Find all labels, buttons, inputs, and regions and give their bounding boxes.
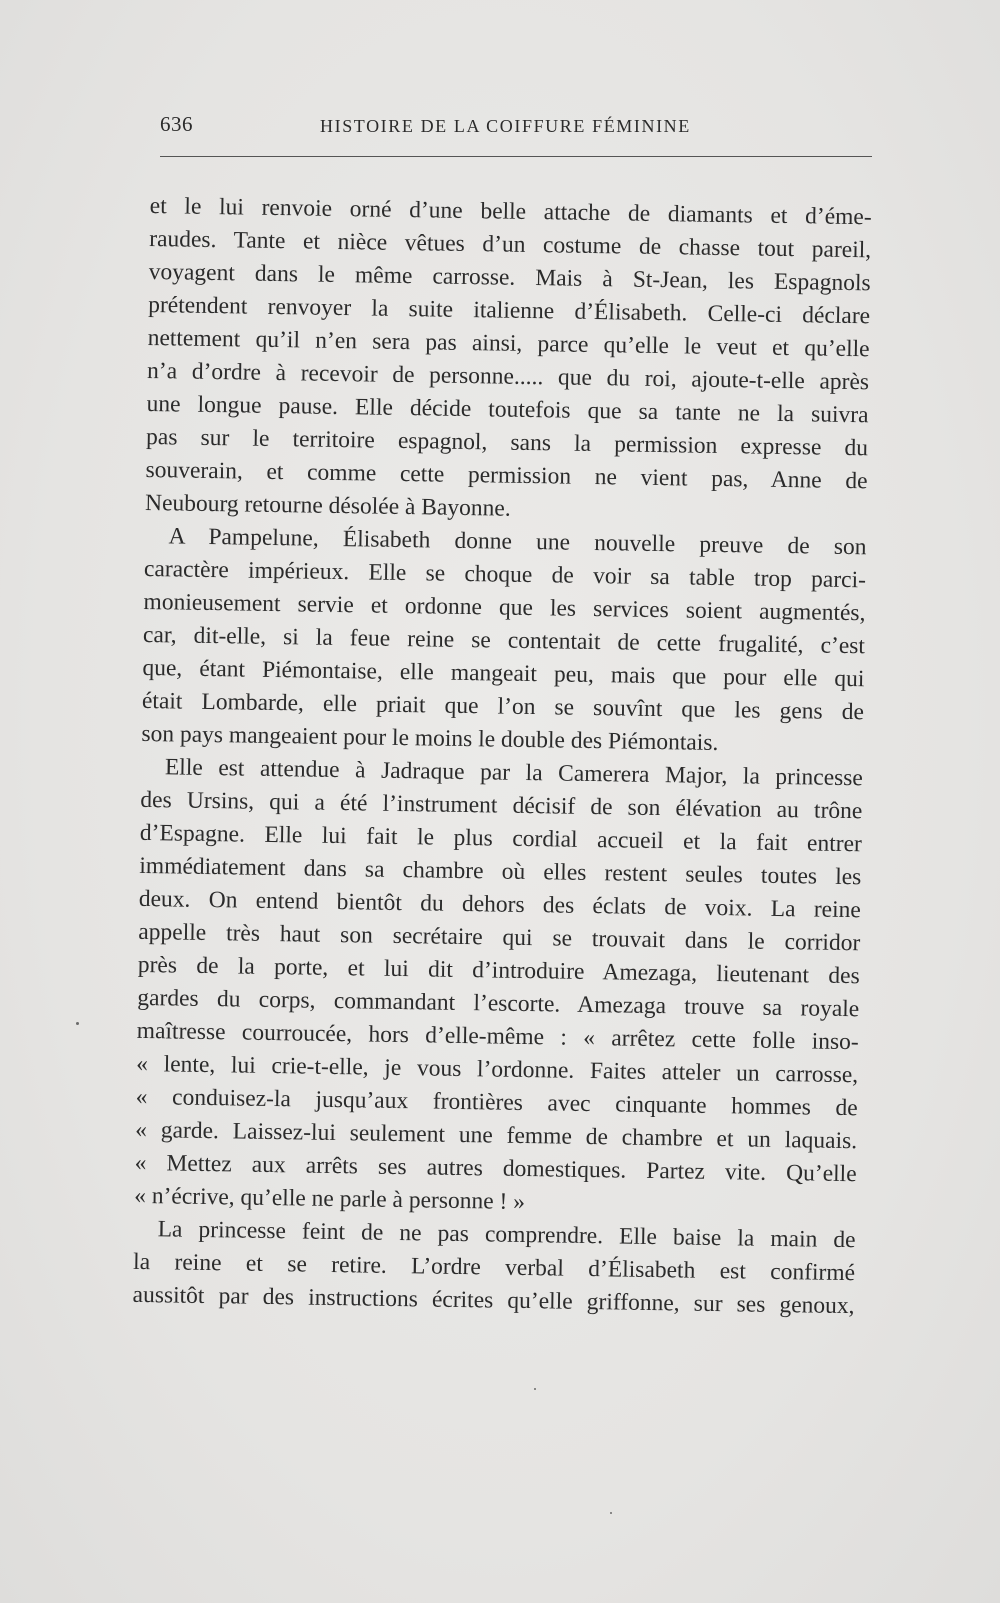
text-line: d’Espagne. Elle lui fait le plus cordial accueil et la fait entrer — [139, 819, 863, 858]
text-line: gardes du corps, commandant l’escorte. Amezaga trouve sa royale — [137, 984, 860, 1023]
text-line: une longue pause. Elle décide toutefois que sa tante ne la suivra — [146, 390, 869, 429]
text-line: maîtresse courroucée, hors d’elle-même : « arrêtez cette folle inso- — [136, 1017, 859, 1056]
quote-line: « garde. Laissez-lui seulement une femme de chambre et un laquais. — [135, 1116, 858, 1155]
text-line: immédiatement dans sa chambre où elles restent seules toutes les — [139, 852, 862, 891]
paper-speck — [534, 1388, 536, 1390]
text-line: nettement qu’il n’en sera pas ainsi, parce qu’elle le veut et qu’elle — [147, 324, 870, 363]
paper-speck — [610, 1512, 612, 1514]
text-line: était Lombarde, elle priait que l’on se souvînt que les gens de — [141, 687, 865, 726]
text-line: que, étant Piémontaise, elle mangeait peu, mais que pour elle qui — [142, 654, 865, 693]
text-line: voyagent dans le même carrosse. Mais à St-Jean, les Espagnols — [148, 258, 871, 297]
text-line: caractère impérieux. Elle se choque de voir sa table trop parci- — [143, 555, 867, 594]
text-line: car, dit-elle, si la feue reine se contentait de cette frugalité, c’est — [142, 621, 866, 660]
text-line: souverain, et comme cette permission ne vient pas, Anne de — [145, 456, 868, 495]
text-line: son pays mangeaient pour le moins le double des Piémontais. — [141, 720, 719, 756]
body-text — [132, 190, 872, 1323]
quote-line: « conduisez-la jusqu’aux frontières avec cinquante hommes de — [135, 1083, 858, 1122]
header-rule — [160, 156, 872, 157]
quote-line: « Mettez aux arrêts ses autres domestiques. Partez vite. Qu’elle — [134, 1149, 857, 1188]
text-line: prétendent renvoyer la suite italienne d’Élisabeth. Celle-ci déclare — [147, 291, 871, 330]
text-line: Neubourg retourne désolée à Bayonne. — [144, 489, 511, 522]
text-line: appelle très haut son secrétaire qui se trouvait dans le corridor — [138, 918, 861, 957]
text-line: la reine et se retire. L’ordre verbal d’Élisabeth est confirmé — [132, 1248, 856, 1287]
paper-speck — [76, 1022, 79, 1025]
text-line: n’a d’ordre à recevoir de personne..... que du roi, ajoute-t-elle après — [146, 357, 870, 396]
quote-line: « lente, lui crie-t-elle, je vous l’ordonne. Faites atteler un carrosse, — [136, 1050, 859, 1089]
text-line: La princesse feint de ne pas comprendre. Elle baise la main de — [157, 1216, 856, 1254]
text-line: pas sur le territoire espagnol, sans la permission expresse du — [145, 423, 869, 462]
paragraph-4 — [132, 1213, 855, 1323]
running-head — [160, 112, 872, 142]
text-line: des Ursins, qui a été l’instrument décisif de son élévation au trône — [140, 786, 863, 825]
text-line: A Pampelune, Élisabeth donne une nouvelle preuve de son — [168, 523, 867, 561]
paragraph-1 — [145, 190, 872, 531]
page-number: 636 — [160, 112, 193, 136]
paragraph-2 — [141, 520, 867, 762]
text-line: raudes. Tante et nièce vêtues d’un costume de chasse tout pareil, — [149, 225, 872, 264]
text-line: deux. On entend bientôt du dehors des éclats de voix. La reine — [138, 885, 861, 924]
text-line: aussitôt par des instructions écrites qu’elle griffonne, sur ses genoux, — [132, 1281, 855, 1320]
quote-line: « n’écrive, qu’elle ne parle à personne ! » — [133, 1182, 526, 1216]
text-line: et le lui renvoie orné d’une belle attache de diamants et d’éme- — [149, 192, 872, 231]
text-line: monieusement servie et ordonne que les services soient augmentés, — [143, 588, 866, 627]
text-line: près de la porte, et lui dit d’introduire Amezaga, lieutenant des — [137, 951, 860, 990]
text-line: Elle est attendue à Jadraque par la Camerera Major, la princesse — [164, 754, 864, 792]
paragraph-3 — [134, 751, 863, 1224]
running-title: HISTOIRE DE LA COIFFURE FÉMININE — [320, 116, 691, 136]
